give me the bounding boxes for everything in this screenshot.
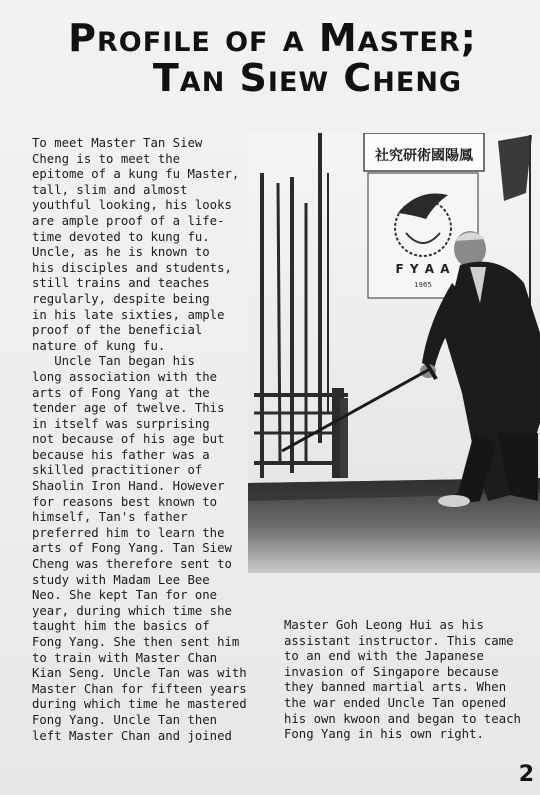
master-photo: [248, 133, 540, 573]
body-text-right-column: Master Goh Leong Hui as his assistant instructor. This came to an end with the Japanese invasion of Singapore because they banned martial arts. When the war ended Uncle Tan opened his own kwoon and began to teach Fong Yang in his own right.: [284, 618, 521, 742]
banner-chinese-text: 社究研術國陽鳳: [375, 148, 473, 164]
banner-letters: F Y A A: [395, 262, 451, 276]
title-line-2: Tan Siew Cheng: [152, 56, 463, 100]
title-line-1: Profile of a Master;: [68, 16, 477, 60]
body-text-left-column: To meet Master Tan Siew Cheng is to meet the epitome of a kung fu Master, tall, slim and almost youthful looking, his looks are ample proof of a life- time devoted to kung fu. Uncle, as he is known to his disciples and students, still trains and teaches regularly, despite being in his late sixties, ample proof of the beneficial nature of kung fu. Uncle Tan began his long association with the arts of Fong Yang at the tender age of twelve. This in itself was surprising not because of his age but because his father was a skilled practitioner of Shaolin Iron Hand. However for reasons best known to himself, Tan's father preferred him to learn the arts of Fong Yang. Tan Siew Cheng was therefore sent to study with Madam Lee Bee Neo. She kept Tan for one year, during which time she taught him the basics of Fong Yang. She then sent him to train with Master Chan Kian Seng. Uncle Tan was with Master Chan for fifteen years during which time he mastered Fong Yang. Uncle Tan then left Master Chan and joined: [32, 136, 247, 743]
banner-year: 1965: [414, 281, 432, 289]
article-title: [20, 18, 525, 98]
page-number: 2: [518, 762, 534, 787]
photo-illustration: [248, 133, 540, 573]
